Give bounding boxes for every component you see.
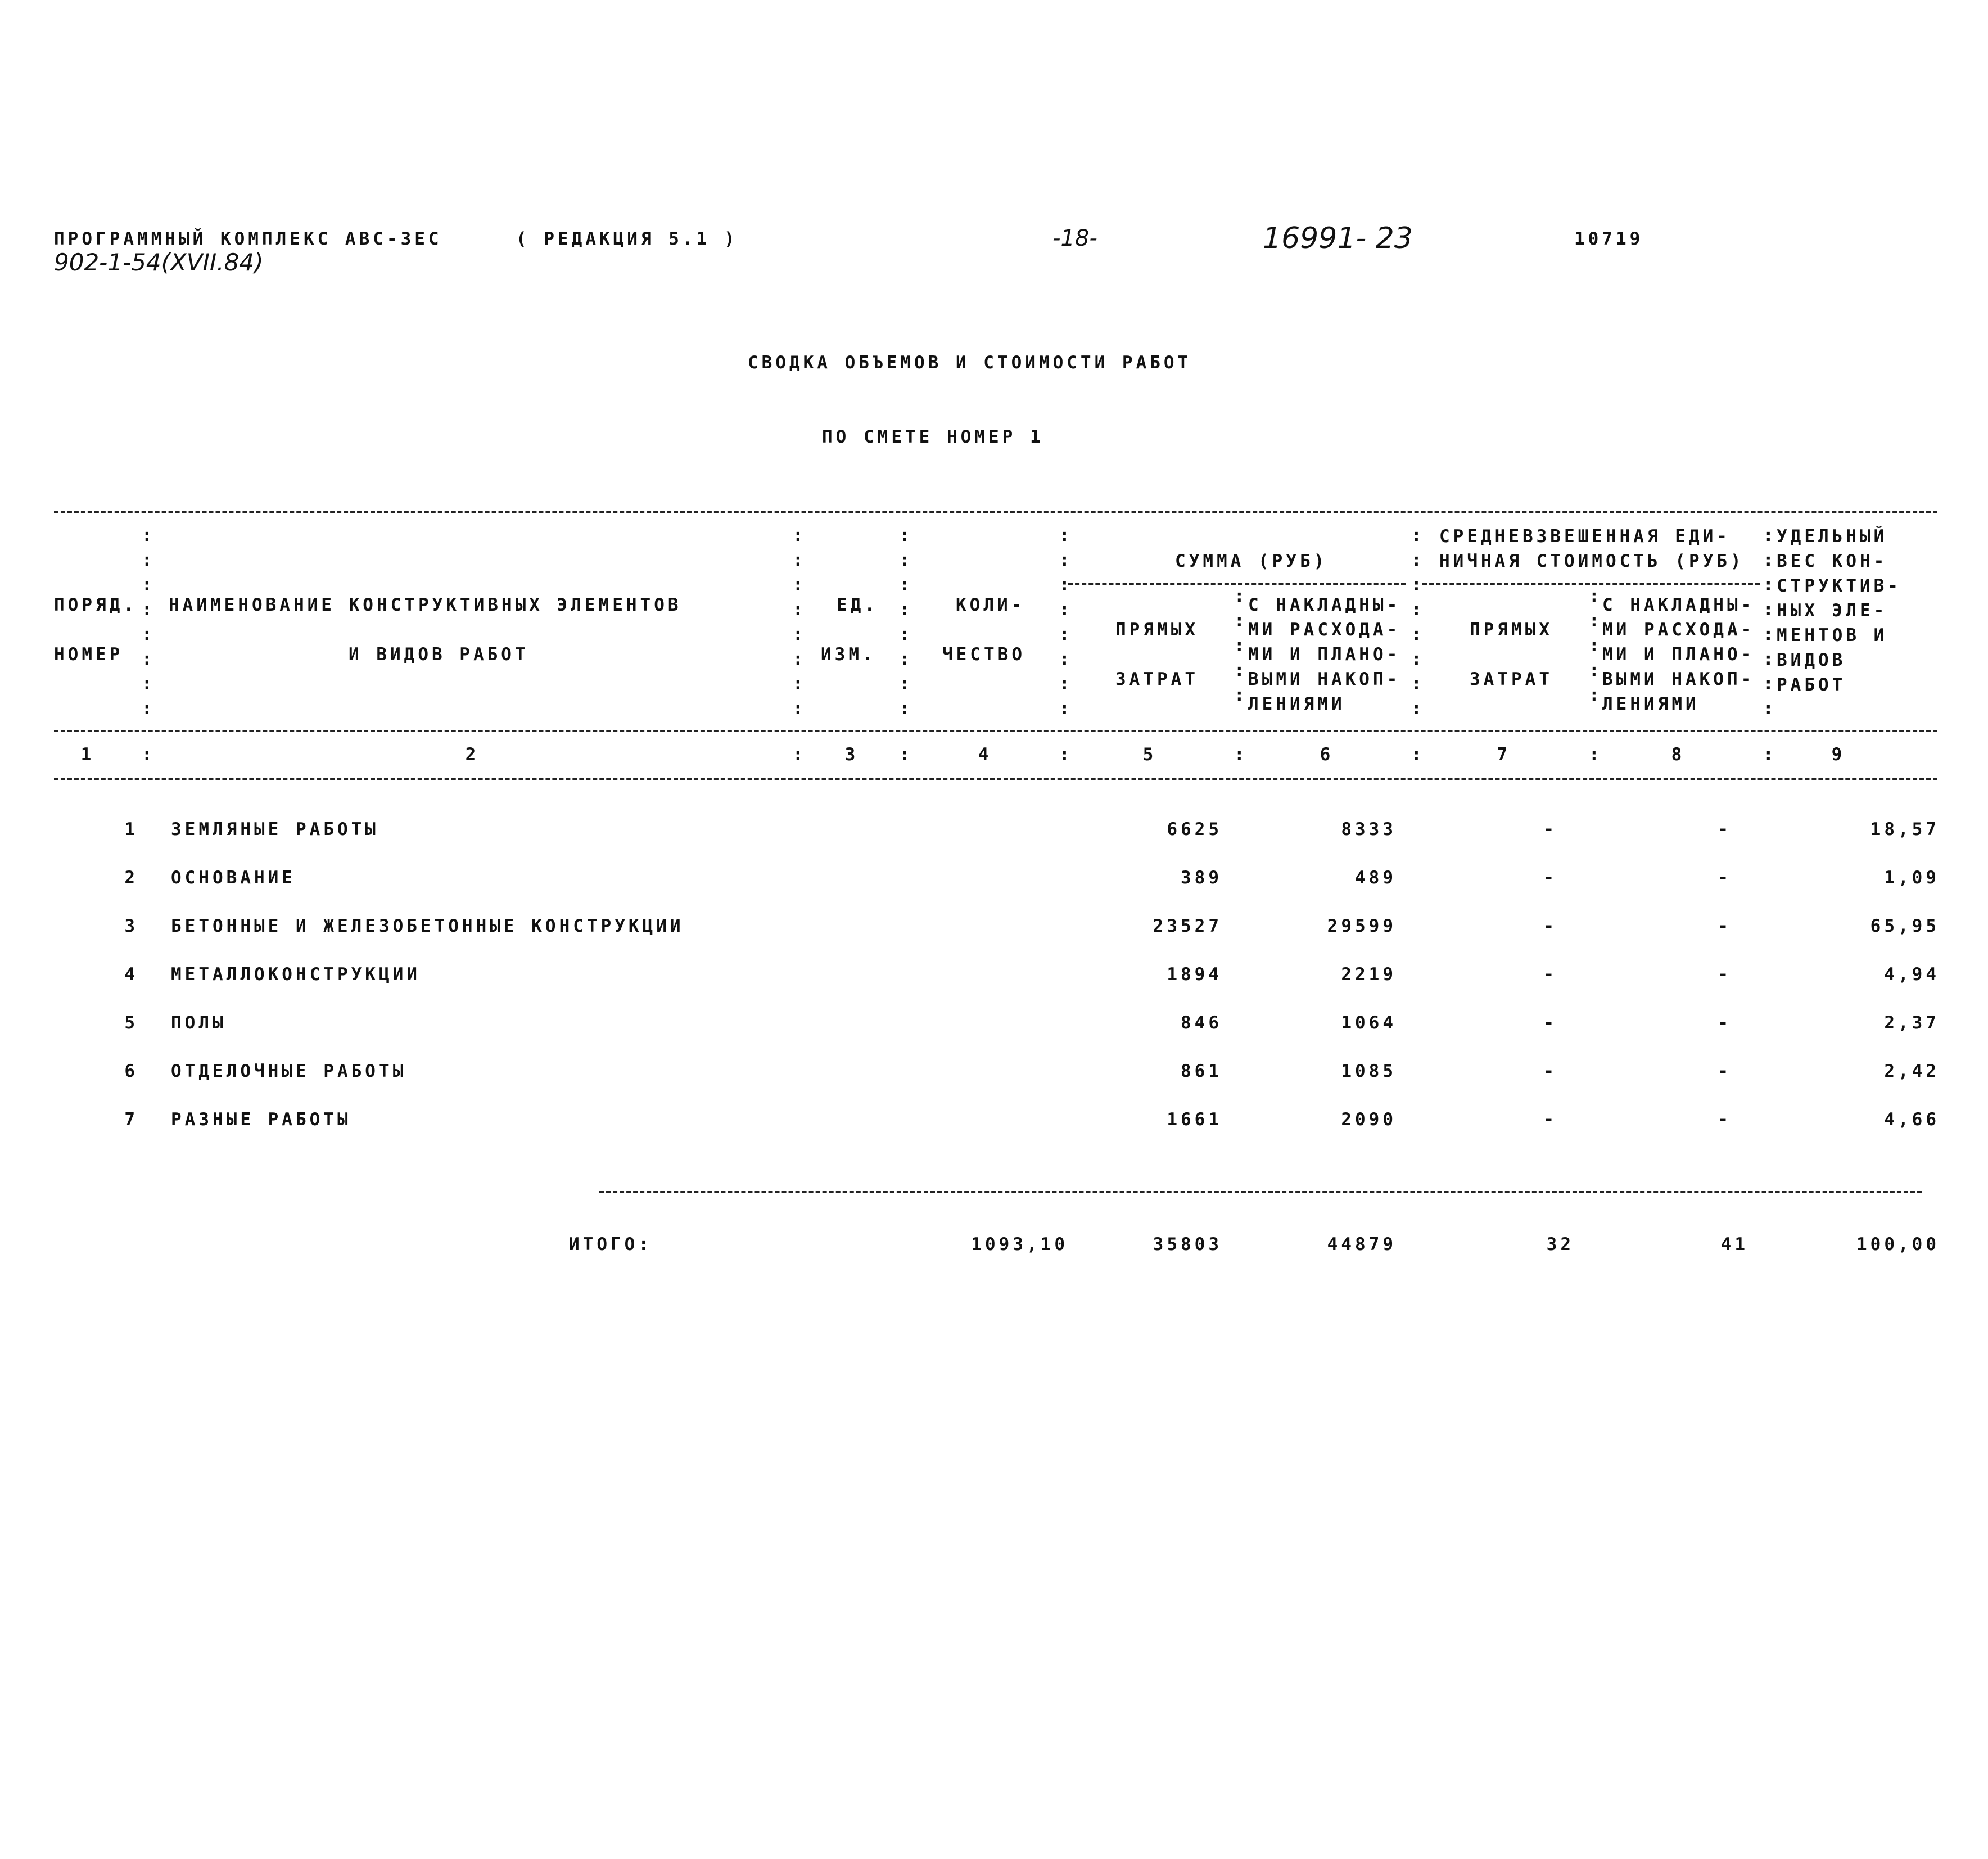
col-separator: : : : : : : : : xyxy=(1411,525,1425,719)
total-rule xyxy=(599,1191,1922,1193)
header-col8-line1: С НАКЛАДНЫ- xyxy=(1602,595,1755,615)
col-separator: : : : : : : : : xyxy=(1059,525,1073,719)
header-col8-line3: МИ И ПЛАНО- xyxy=(1602,644,1755,665)
header-col6-line4: ВЫМИ НАКОП- xyxy=(1248,669,1401,689)
header-col8-line5: ЛЕНИЯМИ xyxy=(1602,694,1700,714)
header-col9-line2: ВЕС КОН- xyxy=(1777,551,1888,571)
table-top-rule xyxy=(54,511,1937,513)
row-avg-direct: - xyxy=(1543,868,1557,888)
row-number: 3 xyxy=(124,916,138,936)
row-avg-direct: - xyxy=(1543,1013,1557,1033)
header-col2-line1: НАИМЕНОВАНИЕ КОНСТРУКТИВНЫХ ЭЛЕМЕНТОВ xyxy=(169,595,682,615)
row-avg-direct: - xyxy=(1543,1061,1557,1081)
row-number: 5 xyxy=(124,1013,138,1033)
page-subtitle: ПО СМЕТЕ НОМЕР 1 xyxy=(822,427,1044,447)
col-separator: : : : : : : : : xyxy=(900,525,914,719)
col-separator: : xyxy=(1059,744,1073,765)
header-col1-line1: ПОРЯД. xyxy=(54,595,137,615)
row-avg-total: - xyxy=(1718,1013,1732,1033)
row-avg-direct: - xyxy=(1543,964,1557,985)
col-separator: : xyxy=(1763,744,1777,765)
row-direct-cost: 23527 xyxy=(1153,916,1222,936)
row-avg-direct: - xyxy=(1543,916,1557,936)
row-share: 1,09 xyxy=(1884,868,1940,888)
col-number: 8 xyxy=(1671,744,1686,765)
header-col9-line1: УДЕЛЬНЫЙ xyxy=(1777,526,1888,547)
row-avg-total: - xyxy=(1718,819,1732,840)
row-name: ПОЛЫ xyxy=(171,1013,227,1033)
header-col6-line1: С НАКЛАДНЫ- xyxy=(1248,595,1401,615)
row-name: МЕТАЛЛОКОНСТРУКЦИИ xyxy=(171,964,421,985)
header-col5-line1: ПРЯМЫХ xyxy=(1115,620,1199,640)
row-direct-cost: 846 xyxy=(1181,1013,1222,1033)
col-separator: : xyxy=(1411,744,1425,765)
header-sum-group: СУММА (РУБ) xyxy=(1175,551,1328,571)
row-number: 4 xyxy=(124,964,138,985)
header-col4-line1: КОЛИ- xyxy=(956,595,1025,615)
row-direct-cost: 1894 xyxy=(1167,964,1222,985)
total-total-cost: 44879 xyxy=(1327,1234,1397,1255)
col-separator: : : : : : xyxy=(1589,586,1603,705)
page-title: СВОДКА ОБЪЕМОВ И СТОИМОСТИ РАБОТ xyxy=(748,353,1192,373)
document-number: 16991- 23 xyxy=(1263,222,1413,255)
row-number: 1 xyxy=(124,819,138,840)
col-separator: : : : : : : : : xyxy=(793,525,807,719)
row-avg-total: - xyxy=(1718,1109,1732,1130)
row-name: ОТДЕЛОЧНЫЕ РАБОТЫ xyxy=(171,1061,407,1081)
row-number: 6 xyxy=(124,1061,138,1081)
numbers-bottom-rule xyxy=(54,778,1937,780)
row-total-cost: 29599 xyxy=(1327,916,1397,936)
header-bottom-rule xyxy=(54,730,1937,732)
header-avg-group-line1: СРЕДНЕВЗВЕШЕННАЯ ЕДИ- xyxy=(1439,526,1731,547)
row-share: 2,37 xyxy=(1884,1013,1940,1033)
row-share: 2,42 xyxy=(1884,1061,1940,1081)
row-share: 18,57 xyxy=(1870,819,1940,840)
row-direct-cost: 1661 xyxy=(1167,1109,1222,1130)
row-name: ЗЕМЛЯНЫЕ РАБОТЫ xyxy=(171,819,379,840)
header-col7-line2: ЗАТРАТ xyxy=(1470,669,1553,689)
row-name: БЕТОННЫЕ И ЖЕЛЕЗОБЕТОННЫЕ КОНСТРУКЦИИ xyxy=(171,916,684,936)
row-avg-total: - xyxy=(1718,964,1732,985)
header-col8-line4: ВЫМИ НАКОП- xyxy=(1602,669,1755,689)
total-direct-cost: 35803 xyxy=(1153,1234,1222,1255)
header-col3-line1: ЕД. xyxy=(837,595,878,615)
col-separator: : : : : : : : : xyxy=(142,525,156,719)
col-number: 5 xyxy=(1142,744,1157,765)
header-col7-line1: ПРЯМЫХ xyxy=(1470,620,1553,640)
program-name: ПРОГРАММНЫЙ КОМПЛЕКС АВС-3ЕС xyxy=(54,229,442,249)
row-total-cost: 1085 xyxy=(1341,1061,1397,1081)
row-share: 4,66 xyxy=(1884,1109,1940,1130)
col-separator: : xyxy=(1589,744,1603,765)
header-col2-line2: И ВИДОВ РАБОТ xyxy=(349,644,529,665)
document-code: 10719 xyxy=(1574,229,1644,249)
col-number: 2 xyxy=(465,744,480,765)
header-col9-line6: ВИДОВ xyxy=(1777,650,1846,670)
total-avg-total: 41 xyxy=(1720,1234,1748,1255)
row-direct-cost: 6625 xyxy=(1167,819,1222,840)
row-avg-total: - xyxy=(1718,1061,1732,1081)
row-number: 7 xyxy=(124,1109,138,1130)
row-total-cost: 2219 xyxy=(1341,964,1397,985)
row-share: 65,95 xyxy=(1870,916,1940,936)
col-separator: : : : : : : : : xyxy=(1763,525,1777,719)
row-number: 2 xyxy=(124,868,138,888)
row-direct-cost: 861 xyxy=(1181,1061,1222,1081)
header-col9-line3: СТРУКТИВ- xyxy=(1777,576,1901,596)
header-col1-line2: НОМЕР xyxy=(54,644,124,665)
col-separator: : xyxy=(793,744,807,765)
header-col6-line2: МИ РАСХОДА- xyxy=(1248,620,1401,640)
row-total-cost: 1064 xyxy=(1341,1013,1397,1033)
col-number: 3 xyxy=(844,744,859,765)
col-separator: : : : : : xyxy=(1234,586,1248,705)
row-direct-cost: 389 xyxy=(1181,868,1222,888)
row-avg-direct: - xyxy=(1543,1109,1557,1130)
col-number: 1 xyxy=(80,744,95,765)
header-col9-line4: НЫХ ЭЛЕ- xyxy=(1777,601,1888,621)
row-total-cost: 8333 xyxy=(1341,819,1397,840)
row-total-cost: 489 xyxy=(1355,868,1397,888)
header-col3-line2: ИЗМ. xyxy=(821,644,876,665)
header-col9-line7: РАБОТ xyxy=(1777,675,1846,695)
total-share: 100,00 xyxy=(1856,1234,1940,1255)
row-avg-total: - xyxy=(1718,916,1732,936)
header-avg-group-line2: НИЧНАЯ СТОИМОСТЬ (РУБ) xyxy=(1439,551,1745,571)
page-number: -18- xyxy=(1052,225,1097,251)
header-col6-line5: ЛЕНИЯМИ xyxy=(1248,694,1345,714)
col-number: 4 xyxy=(978,744,992,765)
header-col9-line5: МЕНТОВ И xyxy=(1777,625,1888,646)
col-number: 6 xyxy=(1320,744,1334,765)
row-name: РАЗНЫЕ РАБОТЫ xyxy=(171,1109,351,1130)
col-number: 7 xyxy=(1497,744,1511,765)
header-col5-line2: ЗАТРАТ xyxy=(1115,669,1199,689)
header-col4-line2: ЧЕСТВО xyxy=(942,644,1025,665)
row-total-cost: 2090 xyxy=(1341,1109,1397,1130)
edition-label: ( РЕДАКЦИЯ 5.1 ) xyxy=(516,229,738,249)
header-col8-line2: МИ РАСХОДА- xyxy=(1602,620,1755,640)
row-share: 4,94 xyxy=(1884,964,1940,985)
col-separator: : xyxy=(142,744,156,765)
col-separator: : xyxy=(900,744,914,765)
total-quantity: 1093,10 xyxy=(971,1234,1068,1255)
total-avg-direct: 32 xyxy=(1546,1234,1574,1255)
project-number: 902-1-54(XVII.84) xyxy=(54,249,264,276)
row-name: ОСНОВАНИЕ xyxy=(171,868,296,888)
header-col6-line3: МИ И ПЛАНО- xyxy=(1248,644,1401,665)
row-avg-total: - xyxy=(1718,868,1732,888)
col-separator: : xyxy=(1234,744,1248,765)
total-label: ИТОГО: xyxy=(569,1234,652,1255)
col-number: 9 xyxy=(1831,744,1846,765)
row-avg-direct: - xyxy=(1543,819,1557,840)
